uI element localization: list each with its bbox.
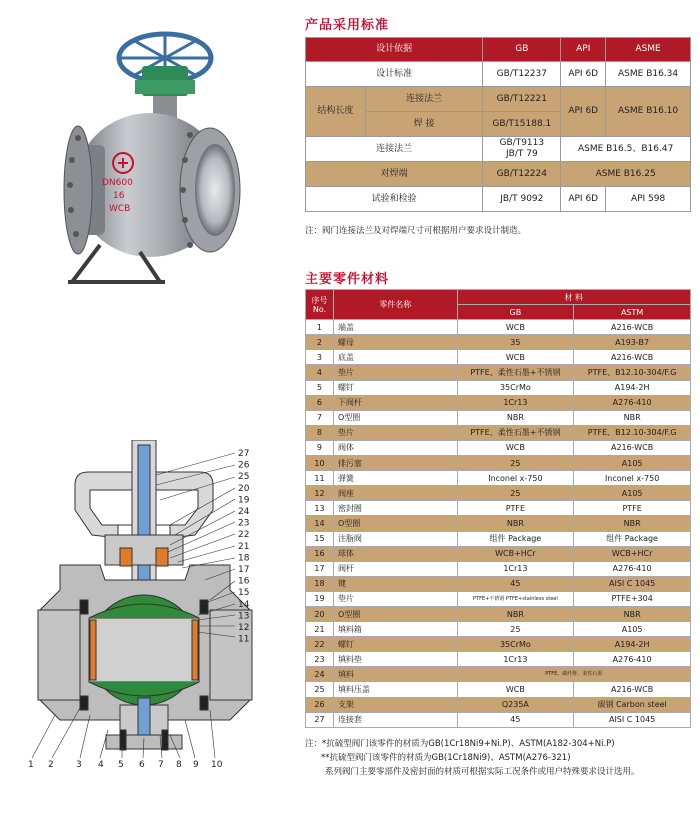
header-design-basis: 设计依据 xyxy=(306,38,483,62)
table-row xyxy=(306,486,691,501)
row-number: 4 xyxy=(306,365,334,380)
header-no xyxy=(306,290,334,320)
table-row xyxy=(306,335,691,350)
table-row xyxy=(306,622,691,637)
callout-label: 14 xyxy=(238,599,250,610)
part-name: 螺母 xyxy=(333,335,457,350)
table-row xyxy=(306,501,691,516)
table-row xyxy=(306,425,691,440)
callout-label: 2 xyxy=(48,760,54,770)
material-gb: PTFE、柔性石墨+不锈钢 xyxy=(457,365,574,380)
material-astm: 组件 Package xyxy=(574,531,691,546)
material-astm: PTFE+304 xyxy=(574,591,691,606)
row-number: 18 xyxy=(306,576,334,591)
material-gb: 1Cr13 xyxy=(457,652,574,667)
design-asme: ASME B16.34 xyxy=(606,62,691,87)
row-number: 8 xyxy=(306,425,334,440)
part-name: 填料垫 xyxy=(333,652,457,667)
part-name: 连接套 xyxy=(333,712,457,727)
table-row xyxy=(306,576,691,591)
materials-table xyxy=(305,289,691,728)
callout-label: 24 xyxy=(238,507,250,517)
table-row xyxy=(306,410,691,425)
part-name: 填料箱 xyxy=(333,622,457,637)
table-row xyxy=(306,471,691,486)
length-api: API 6D xyxy=(561,87,606,137)
part-name: 注脂阀 xyxy=(333,531,457,546)
row-number: 2 xyxy=(306,335,334,350)
material-astm: A276-410 xyxy=(574,395,691,410)
header-asme: ASME xyxy=(606,38,691,62)
row-number: 5 xyxy=(306,380,334,395)
standards-header-row xyxy=(306,38,691,62)
materials-title: 主要零件材料 xyxy=(305,272,390,287)
table-row xyxy=(306,712,691,727)
part-name: 阀座 xyxy=(333,486,457,501)
row-number: 16 xyxy=(306,546,334,561)
design-gb: GB/T12237 xyxy=(483,62,561,87)
length-flange-label: 连接法兰 xyxy=(365,87,483,112)
row-number: 9 xyxy=(306,440,334,455)
header-api: API xyxy=(561,38,606,62)
row-number: 3 xyxy=(306,350,334,365)
table-row xyxy=(306,637,691,652)
callout-label: 6 xyxy=(139,760,145,770)
material-astm: A216-WCB xyxy=(574,350,691,365)
material-gb: WCB+HCr xyxy=(457,546,574,561)
header-gb: GB xyxy=(483,38,561,62)
material-astm: A105 xyxy=(574,456,691,471)
materials-note-2: **抗硫型阀门该零件的材质为GB(1Cr18Ni9)、ASTM(A276-321) xyxy=(321,753,571,763)
row-number: 1 xyxy=(306,320,334,335)
part-name: 密封圈 xyxy=(333,501,457,516)
weld-end-api-asme: ASME B16.25 xyxy=(561,162,691,187)
callout-label: 22 xyxy=(238,530,250,541)
table-row xyxy=(306,667,691,682)
standards-title: 产品采用标准 xyxy=(305,18,390,33)
part-name: 阀体 xyxy=(333,440,457,455)
material-merged: PTFE、碳纤维、柔性石墨 xyxy=(457,667,690,682)
row-number: 7 xyxy=(306,410,334,425)
table-row xyxy=(306,531,691,546)
material-astm: A194-2H xyxy=(574,380,691,395)
part-name: 排污塞 xyxy=(333,456,457,471)
table-row xyxy=(306,395,691,410)
part-name: 键 xyxy=(333,576,457,591)
flange-gb-2: JB/T 79 xyxy=(506,149,538,159)
callout-label: 3 xyxy=(76,760,82,770)
material-astm: PTFE、B12.10-304/F.G xyxy=(574,365,691,380)
material-astm: AISI C 1045 xyxy=(574,712,691,727)
weld-end-label: 对焊端 xyxy=(306,162,483,187)
material-astm: A194-2H xyxy=(574,637,691,652)
callout-label: 10 xyxy=(211,760,223,770)
material-gb: 1Cr13 xyxy=(457,395,574,410)
row-number: 12 xyxy=(306,486,334,501)
material-gb: PTFE+不锈钢 PTFE+stainless steel xyxy=(457,591,574,606)
material-gb: 45 xyxy=(457,712,574,727)
row-number: 20 xyxy=(306,606,334,621)
part-name: 螺钉 xyxy=(333,380,457,395)
material-astm: PTFE xyxy=(574,501,691,516)
row-number: 14 xyxy=(306,516,334,531)
header-no-en: No. xyxy=(312,304,327,314)
standards-row-design xyxy=(306,62,691,87)
row-number: 13 xyxy=(306,501,334,516)
material-gb: PTFE xyxy=(457,501,574,516)
part-name: 球体 xyxy=(333,546,457,561)
table-row xyxy=(306,365,691,380)
standards-row-test xyxy=(306,187,691,212)
callout-label: 17 xyxy=(238,565,250,575)
material-astm: A193-B7 xyxy=(574,335,691,350)
material-gb: PTFE、柔性石墨+不锈钢 xyxy=(457,425,574,440)
material-gb: 35CrMo xyxy=(457,380,574,395)
callout-label: 12 xyxy=(238,623,250,633)
materials-header-row-1 xyxy=(306,290,691,305)
row-number: 11 xyxy=(306,471,334,486)
design-label: 设计标准 xyxy=(306,62,483,87)
material-astm: A276-410 xyxy=(574,561,691,576)
part-name: 填料 xyxy=(333,667,457,682)
callout-label: 1 xyxy=(28,760,34,770)
row-number: 21 xyxy=(306,622,334,637)
standards-row-weld-end xyxy=(306,162,691,187)
material-gb: 45 xyxy=(457,576,574,591)
body-marking-1: DN600 xyxy=(102,178,133,188)
part-name: 垫片 xyxy=(333,425,457,440)
material-gb: WCB xyxy=(457,440,574,455)
callout-label: 16 xyxy=(238,576,250,587)
material-astm: A105 xyxy=(574,486,691,501)
table-row xyxy=(306,682,691,697)
material-gb: NBR xyxy=(457,410,574,425)
material-astm: A216-WCB xyxy=(574,320,691,335)
table-row xyxy=(306,697,691,712)
part-name: 螺钉 xyxy=(333,637,457,652)
flange-label: 连接法兰 xyxy=(306,137,483,162)
flange-api-asme: ASME B16.5、B16.47 xyxy=(561,137,691,162)
callout-label: 23 xyxy=(238,518,250,529)
header-material: 材 料 xyxy=(457,290,690,305)
callout-label: 7 xyxy=(158,760,164,770)
table-row xyxy=(306,380,691,395)
part-name: O型圈 xyxy=(333,410,457,425)
callout-label: 15 xyxy=(238,588,250,599)
row-number: 22 xyxy=(306,637,334,652)
row-number: 25 xyxy=(306,682,334,697)
test-label: 试验和检验 xyxy=(306,187,483,212)
callout-label: 8 xyxy=(176,760,182,770)
length-weld-label: 焊 接 xyxy=(365,112,483,137)
length-flange-gb: GB/T12221 xyxy=(483,87,561,112)
materials-note-1: 注：*抗硫型阀门该零件的材质为GB(1Cr18Ni9+Ni.P)、ASTM(A182-304+Ni.P) xyxy=(305,739,615,749)
table-row xyxy=(306,561,691,576)
part-name: 端盖 xyxy=(333,320,457,335)
material-astm: NBR xyxy=(574,410,691,425)
flange-gb xyxy=(483,137,561,162)
material-astm: AISI C 1045 xyxy=(574,576,691,591)
material-gb: 25 xyxy=(457,456,574,471)
material-gb: WCB xyxy=(457,350,574,365)
header-no-cn: 序号 xyxy=(311,295,328,305)
material-gb: 35 xyxy=(457,335,574,350)
test-gb: JB/T 9092 xyxy=(483,187,561,212)
flange-gb-1: GB/T9113 xyxy=(499,138,545,148)
row-number: 6 xyxy=(306,395,334,410)
material-astm: A216-WCB xyxy=(574,682,691,697)
valve-photo xyxy=(40,20,280,300)
material-gb: 组件 Package xyxy=(457,531,574,546)
material-gb: WCB xyxy=(457,320,574,335)
weld-end-gb: GB/T12224 xyxy=(483,162,561,187)
material-gb: NBR xyxy=(457,606,574,621)
material-gb: 35CrMo xyxy=(457,637,574,652)
row-number: 24 xyxy=(306,667,334,682)
part-name: 垫片 xyxy=(333,365,457,380)
part-name: 底盖 xyxy=(333,350,457,365)
material-astm: NBR xyxy=(574,606,691,621)
part-name: O型圈 xyxy=(333,516,457,531)
table-row xyxy=(306,456,691,471)
material-astm: NBR xyxy=(574,516,691,531)
material-gb: Inconel x-750 xyxy=(457,471,574,486)
part-name: 填料压盖 xyxy=(333,682,457,697)
part-name: O型圈 xyxy=(333,606,457,621)
part-name: 下阀杆 xyxy=(333,395,457,410)
callout-label: 27 xyxy=(238,449,250,459)
row-number: 15 xyxy=(306,531,334,546)
callout-label: 13 xyxy=(238,611,250,622)
callout-label: 25 xyxy=(238,472,250,483)
material-astm: Inconel x-750 xyxy=(574,471,691,486)
part-name: 弹簧 xyxy=(333,471,457,486)
header-mat-astm: ASTM xyxy=(574,305,691,320)
row-number: 26 xyxy=(306,697,334,712)
callout-label: 4 xyxy=(98,760,104,770)
row-number: 17 xyxy=(306,561,334,576)
part-name: 阀杆 xyxy=(333,561,457,576)
row-number: 23 xyxy=(306,652,334,667)
material-gb: WCB xyxy=(457,682,574,697)
standards-row-flange xyxy=(306,137,691,162)
callout-label: 19 xyxy=(238,495,250,506)
length-asme: ASME B16.10 xyxy=(606,87,691,137)
test-asme: API 598 xyxy=(606,187,691,212)
materials-note-3: 系列阀门主要零部件及密封面的材质可根据实际工况条件或用户特殊要求设计选用。 xyxy=(325,767,640,777)
standards-note: 注：阀门连接法兰及对焊端尺寸可根据用户要求设计制造。 xyxy=(305,226,527,236)
table-row xyxy=(306,652,691,667)
row-number: 27 xyxy=(306,712,334,727)
part-name: 垫片 xyxy=(333,591,457,606)
callout-label: 20 xyxy=(238,483,250,494)
material-astm: A216-WCB xyxy=(574,440,691,455)
row-number: 19 xyxy=(306,591,334,606)
header-mat-gb: GB xyxy=(457,305,574,320)
length-label: 结构长度 xyxy=(306,87,366,137)
body-marking-2: 16 xyxy=(113,191,125,201)
standards-table xyxy=(305,37,691,212)
material-gb: 25 xyxy=(457,486,574,501)
part-name: 支架 xyxy=(333,697,457,712)
table-row xyxy=(306,516,691,531)
table-row xyxy=(306,440,691,455)
callout-label: 9 xyxy=(193,760,199,770)
material-gb: 1Cr13 xyxy=(457,561,574,576)
material-astm: A276-410 xyxy=(574,652,691,667)
table-row xyxy=(306,606,691,621)
test-api: API 6D xyxy=(561,187,606,212)
callout-label: 18 xyxy=(238,553,250,564)
callout-label: 26 xyxy=(238,460,250,471)
table-row xyxy=(306,350,691,365)
material-astm: 碳钢 Carbon steel xyxy=(574,697,691,712)
row-number: 10 xyxy=(306,456,334,471)
material-astm: WCB+HCr xyxy=(574,546,691,561)
header-part-name: 零件名称 xyxy=(333,290,457,320)
design-api: API 6D xyxy=(561,62,606,87)
material-astm: PTFE、B12.10-304/F.G xyxy=(574,425,691,440)
material-gb: Q235A xyxy=(457,697,574,712)
table-row xyxy=(306,320,691,335)
body-marking-3: WCB xyxy=(109,204,131,214)
table-row xyxy=(306,591,691,606)
callout-label: 11 xyxy=(238,634,250,645)
materials-body xyxy=(306,320,691,728)
callout-label: 5 xyxy=(118,760,124,770)
length-weld-gb: GB/T15188.1 xyxy=(483,112,561,137)
table-row xyxy=(306,546,691,561)
sectional-drawing xyxy=(10,440,270,770)
material-astm: A105 xyxy=(574,622,691,637)
callout-label: 21 xyxy=(238,541,250,552)
material-gb: 25 xyxy=(457,622,574,637)
material-gb: NBR xyxy=(457,516,574,531)
standards-row-length-flange xyxy=(306,87,691,112)
